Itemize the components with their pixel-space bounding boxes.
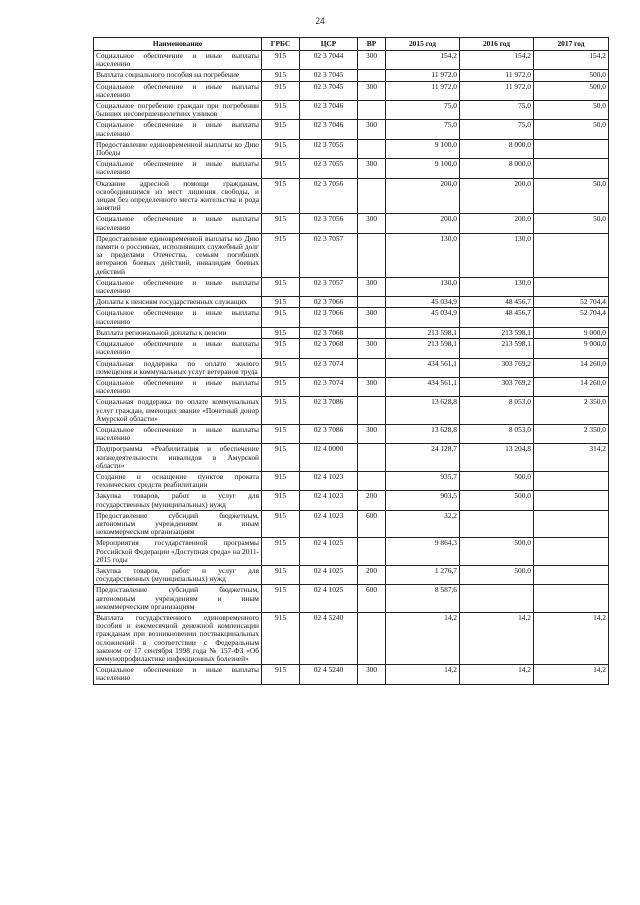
cell-csr: 02 4 1023: [300, 491, 358, 510]
cell-vr: [358, 178, 386, 214]
table-row: [94, 277, 609, 296]
cell-name: Социальное обеспечение и иные выплаты населению: [94, 665, 262, 684]
cell-name: Социальная поддержка по оплате коммунальных услуг граждан, имеющих звание «Почетный донор Амурской области»: [94, 397, 262, 425]
cell-2017: [534, 538, 609, 566]
table-row: [94, 120, 609, 139]
cell-grbs: 915: [262, 377, 300, 396]
cell-csr: 02 3 7068: [300, 327, 358, 338]
table-row: [94, 339, 609, 358]
table-body: [94, 51, 609, 685]
cell-2016: [460, 510, 534, 538]
cell-2017: 9 000,0: [534, 327, 609, 338]
cell-vr: 300: [358, 308, 386, 327]
cell-csr: 02 3 7055: [300, 139, 358, 158]
cell-grbs: 915: [262, 424, 300, 443]
header-vr: ВР: [358, 38, 386, 51]
table-row: [94, 214, 609, 233]
cell-vr: [358, 471, 386, 490]
table-row: [94, 297, 609, 308]
cell-2015: 32,2: [386, 510, 460, 538]
cell-2017: 50,0: [534, 101, 609, 120]
table-row: [94, 377, 609, 396]
cell-name: Предоставление единовременной выплаты ко Дню Победы: [94, 139, 262, 158]
cell-grbs: 915: [262, 327, 300, 338]
cell-grbs: 915: [262, 214, 300, 233]
cell-2016: 200,0: [460, 214, 534, 233]
cell-csr: 02 3 7055: [300, 159, 358, 178]
cell-2015: 200,0: [386, 214, 460, 233]
cell-2016: 500,0: [460, 491, 534, 510]
cell-2017: 14,2: [534, 612, 609, 664]
cell-csr: 02 3 7045: [300, 70, 358, 81]
cell-grbs: 915: [262, 70, 300, 81]
cell-name: Предоставление субсидий бюджетным, автономным учреждениям и иным некоммерческим организациям: [94, 585, 262, 613]
cell-name: Мероприятия государственной программы Российской Федерации «Доступная среда» на 2011-2015 годы: [94, 538, 262, 566]
cell-2017: 2 350,0: [534, 397, 609, 425]
cell-name: Выплата региональной доплаты к пенсии: [94, 327, 262, 338]
cell-csr: 02 3 7066: [300, 297, 358, 308]
cell-2015: 11 972,0: [386, 81, 460, 100]
cell-vr: [358, 101, 386, 120]
cell-2017: 52 704,4: [534, 297, 609, 308]
header-grbs: ГРБС: [262, 38, 300, 51]
cell-vr: 300: [358, 120, 386, 139]
cell-csr: 02 3 7066: [300, 308, 358, 327]
cell-2015: 75,0: [386, 120, 460, 139]
table-row: [94, 471, 609, 490]
cell-vr: [358, 397, 386, 425]
cell-grbs: 915: [262, 397, 300, 425]
cell-2015: 200,0: [386, 178, 460, 214]
cell-csr: 02 4 5240: [300, 612, 358, 664]
cell-grbs: 915: [262, 297, 300, 308]
page-number: 24: [315, 16, 325, 26]
cell-vr: 600: [358, 510, 386, 538]
table-row: [94, 444, 609, 472]
cell-vr: 300: [358, 377, 386, 396]
cell-vr: 300: [358, 81, 386, 100]
cell-2015: 213 598,1: [386, 339, 460, 358]
budget-table: [93, 37, 609, 685]
cell-name: Оказание адресной помощи гражданам, освободившимся из мест лишения свободы, и лицам без определенного места жительства и рода занятий: [94, 178, 262, 214]
cell-2017: 9 000,0: [534, 339, 609, 358]
cell-grbs: 915: [262, 444, 300, 472]
cell-grbs: 915: [262, 178, 300, 214]
cell-2015: 434 561,1: [386, 377, 460, 396]
table-row: [94, 510, 609, 538]
cell-2016: 8 053,0: [460, 424, 534, 443]
cell-2015: 24 128,7: [386, 444, 460, 472]
cell-name: Закупка товаров, работ и услуг для государственных (муниципальных) нужд: [94, 565, 262, 584]
cell-2017: 2 350,0: [534, 424, 609, 443]
cell-name: Социальное погребение граждан при погребении бывших несовершеннолетних узников: [94, 101, 262, 120]
cell-name: Доплаты к пенсиям государственных служащих: [94, 297, 262, 308]
cell-name: Социальное обеспечение и иные выплаты населению: [94, 339, 262, 358]
cell-vr: 300: [358, 339, 386, 358]
cell-2016: 500,0: [460, 538, 534, 566]
cell-vr: 300: [358, 277, 386, 296]
table-row: [94, 358, 609, 377]
cell-2015: 130,0: [386, 277, 460, 296]
cell-2017: 314,2: [534, 444, 609, 472]
cell-csr: 02 3 7045: [300, 81, 358, 100]
cell-2016: 500,0: [460, 471, 534, 490]
cell-2016: 500,0: [460, 565, 534, 584]
cell-grbs: 915: [262, 120, 300, 139]
cell-2016: 8 000,0: [460, 139, 534, 158]
cell-vr: 300: [358, 51, 386, 70]
cell-csr: 02 3 7086: [300, 424, 358, 443]
table-row: [94, 424, 609, 443]
cell-csr: 02 3 7046: [300, 120, 358, 139]
table-row: [94, 585, 609, 613]
cell-2016: 8 053,0: [460, 397, 534, 425]
cell-grbs: 915: [262, 81, 300, 100]
cell-name: Социальное обеспечение и иные выплаты населению: [94, 81, 262, 100]
cell-2017: 14 260,0: [534, 377, 609, 396]
cell-2015: 14,2: [386, 612, 460, 664]
table-row: [94, 101, 609, 120]
cell-grbs: 915: [262, 51, 300, 70]
cell-grbs: 915: [262, 585, 300, 613]
cell-2017: 50,0: [534, 214, 609, 233]
cell-grbs: 915: [262, 101, 300, 120]
cell-2015: 935,7: [386, 471, 460, 490]
cell-csr: 02 4 1023: [300, 471, 358, 490]
cell-name: Социальное обеспечение и иные выплаты населению: [94, 214, 262, 233]
cell-vr: 300: [358, 159, 386, 178]
cell-vr: [358, 538, 386, 566]
cell-vr: [358, 70, 386, 81]
header-2016: 2016 год: [460, 38, 534, 51]
cell-csr: 02 3 7057: [300, 277, 358, 296]
table-row: [94, 565, 609, 584]
cell-grbs: 915: [262, 538, 300, 566]
cell-2016: 154,2: [460, 51, 534, 70]
cell-2015: 9 100,0: [386, 139, 460, 158]
cell-grbs: 915: [262, 358, 300, 377]
cell-grbs: 915: [262, 665, 300, 684]
cell-name: Создание и оснащение пунктов проката технических средств реабилитации: [94, 471, 262, 490]
cell-2017: [534, 471, 609, 490]
table-row: [94, 233, 609, 277]
cell-2016: 303 769,2: [460, 377, 534, 396]
table-row: [94, 178, 609, 214]
table-row: [94, 139, 609, 158]
cell-2015: 9 864,3: [386, 538, 460, 566]
cell-grbs: 915: [262, 565, 300, 584]
table-row: [94, 665, 609, 684]
cell-2016: 8 000,0: [460, 159, 534, 178]
cell-2015: 75,0: [386, 101, 460, 120]
cell-2015: 8 587,6: [386, 585, 460, 613]
cell-grbs: 915: [262, 139, 300, 158]
cell-name: Предоставление субсидий бюджетным, автономным учреждениям и иным некоммерческим организациям: [94, 510, 262, 538]
cell-2017: 14,2: [534, 665, 609, 684]
cell-2016: 14,2: [460, 612, 534, 664]
cell-vr: [358, 612, 386, 664]
cell-name: Социальное обеспечение и иные выплаты населению: [94, 159, 262, 178]
cell-csr: 02 3 7046: [300, 101, 358, 120]
cell-name: Социальное обеспечение и иные выплаты населению: [94, 51, 262, 70]
cell-name: Социальное обеспечение и иные выплаты населению: [94, 120, 262, 139]
cell-csr: 02 3 7056: [300, 214, 358, 233]
cell-2015: 213 598,1: [386, 327, 460, 338]
cell-csr: 02 3 7044: [300, 51, 358, 70]
cell-2015: 903,5: [386, 491, 460, 510]
cell-2017: [534, 139, 609, 158]
cell-grbs: 915: [262, 471, 300, 490]
table-row: [94, 327, 609, 338]
cell-2015: 13 628,8: [386, 397, 460, 425]
cell-name: Подпрограмма «Реабилитация и обеспечение жизнедеятельности инвалидов в Амурской области»: [94, 444, 262, 472]
header-2015: 2015 год: [386, 38, 460, 51]
cell-grbs: 915: [262, 277, 300, 296]
cell-2017: 52 704,4: [534, 308, 609, 327]
table-row: [94, 491, 609, 510]
table-row: [94, 159, 609, 178]
cell-csr: 02 4 1025: [300, 585, 358, 613]
cell-csr: 02 3 7068: [300, 339, 358, 358]
table-row: [94, 308, 609, 327]
cell-vr: [358, 233, 386, 277]
cell-2016: 75,0: [460, 101, 534, 120]
cell-csr: 02 3 7056: [300, 178, 358, 214]
cell-2017: [534, 233, 609, 277]
table-row: [94, 51, 609, 70]
cell-2015: 1 276,7: [386, 565, 460, 584]
cell-csr: 02 4 1025: [300, 538, 358, 566]
cell-2016: 14,2: [460, 665, 534, 684]
table-row: [94, 538, 609, 566]
cell-2015: 11 972,0: [386, 70, 460, 81]
cell-vr: [358, 297, 386, 308]
cell-2015: 45 034,9: [386, 308, 460, 327]
header-2017: 2017 год: [534, 38, 609, 51]
cell-2017: 14 260,0: [534, 358, 609, 377]
cell-2016: 48 456,7: [460, 297, 534, 308]
cell-name: Выплата государственного единовременного пособия и ежемесячной денежной компенсации гражданам при возникновении поствакцинальных осложнений в соответствии с Федеральным законом от 17 сентября 1998 года № 157-ФЗ «Об иммунопрофилактике инфекционных болезней»: [94, 612, 262, 664]
cell-name: Социальное обеспечение и иные выплаты населению: [94, 277, 262, 296]
cell-name: Социальное обеспечение и иные выплаты населению: [94, 377, 262, 396]
cell-2017: [534, 565, 609, 584]
table-row: [94, 612, 609, 664]
cell-2017: [534, 277, 609, 296]
header-name: Наименование: [94, 38, 262, 51]
cell-name: Выплата социального пособия на погребение: [94, 70, 262, 81]
cell-2017: 500,0: [534, 70, 609, 81]
cell-2017: [534, 510, 609, 538]
cell-grbs: 915: [262, 510, 300, 538]
cell-vr: [358, 358, 386, 377]
cell-grbs: 915: [262, 159, 300, 178]
cell-grbs: 915: [262, 339, 300, 358]
cell-name: Социальное обеспечение и иные выплаты населению: [94, 308, 262, 327]
cell-2016: 200,0: [460, 178, 534, 214]
cell-vr: 300: [358, 424, 386, 443]
cell-2017: [534, 585, 609, 613]
cell-vr: [358, 444, 386, 472]
cell-2017: [534, 159, 609, 178]
table-row: [94, 70, 609, 81]
cell-2016: 13 204,8: [460, 444, 534, 472]
cell-csr: 02 4 5240: [300, 665, 358, 684]
cell-2017: [534, 491, 609, 510]
cell-vr: [358, 327, 386, 338]
cell-vr: 300: [358, 665, 386, 684]
cell-name: Закупка товаров, работ и услуг для государственных (муниципальных) нужд: [94, 491, 262, 510]
cell-2015: 9 100,0: [386, 159, 460, 178]
cell-name: Предоставление единовременной выплаты ко Дню памяти о россиянах, исполнявших служебный долг за пределами Отечества, семьям погибших ветеранов боевых действий, инвалидам боевых действий: [94, 233, 262, 277]
cell-grbs: 915: [262, 612, 300, 664]
cell-csr: 02 4 1023: [300, 510, 358, 538]
cell-csr: 02 4 1025: [300, 565, 358, 584]
header-csr: ЦСР: [300, 38, 358, 51]
cell-csr: 02 3 7074: [300, 377, 358, 396]
cell-2017: 154,2: [534, 51, 609, 70]
cell-2016: [460, 585, 534, 613]
table-row: [94, 397, 609, 425]
cell-vr: 600: [358, 585, 386, 613]
cell-vr: [358, 139, 386, 158]
table-header: [94, 38, 609, 51]
cell-grbs: 915: [262, 233, 300, 277]
cell-2016: 75,0: [460, 120, 534, 139]
cell-2015: 14,2: [386, 665, 460, 684]
cell-2016: 11 972,0: [460, 81, 534, 100]
cell-name: Социальное обеспечение и иные выплаты населению: [94, 424, 262, 443]
cell-vr: 200: [358, 565, 386, 584]
cell-vr: 300: [358, 214, 386, 233]
cell-2017: 50,0: [534, 120, 609, 139]
cell-2016: 130,0: [460, 233, 534, 277]
cell-grbs: 915: [262, 308, 300, 327]
cell-csr: 02 3 7057: [300, 233, 358, 277]
cell-2015: 130,0: [386, 233, 460, 277]
header-row: [94, 38, 609, 51]
cell-csr: 02 3 7074: [300, 358, 358, 377]
cell-2017: 50,0: [534, 178, 609, 214]
cell-2015: 45 034,9: [386, 297, 460, 308]
cell-2016: 213 598,1: [460, 339, 534, 358]
cell-csr: 02 4 0000: [300, 444, 358, 472]
cell-2015: 434 561,1: [386, 358, 460, 377]
cell-2016: 303 769,2: [460, 358, 534, 377]
table-row: [94, 81, 609, 100]
cell-grbs: 915: [262, 491, 300, 510]
cell-2015: 13 628,8: [386, 424, 460, 443]
cell-2016: 213 598,1: [460, 327, 534, 338]
cell-vr: 200: [358, 491, 386, 510]
cell-2017: 500,0: [534, 81, 609, 100]
cell-2016: 130,0: [460, 277, 534, 296]
cell-csr: 02 3 7086: [300, 397, 358, 425]
cell-2016: 11 972,0: [460, 70, 534, 81]
cell-2016: 48 456,7: [460, 308, 534, 327]
cell-name: Социальная поддержка по оплате жилого помещения и коммунальных услуг ветеранов труда: [94, 358, 262, 377]
cell-2015: 154,2: [386, 51, 460, 70]
